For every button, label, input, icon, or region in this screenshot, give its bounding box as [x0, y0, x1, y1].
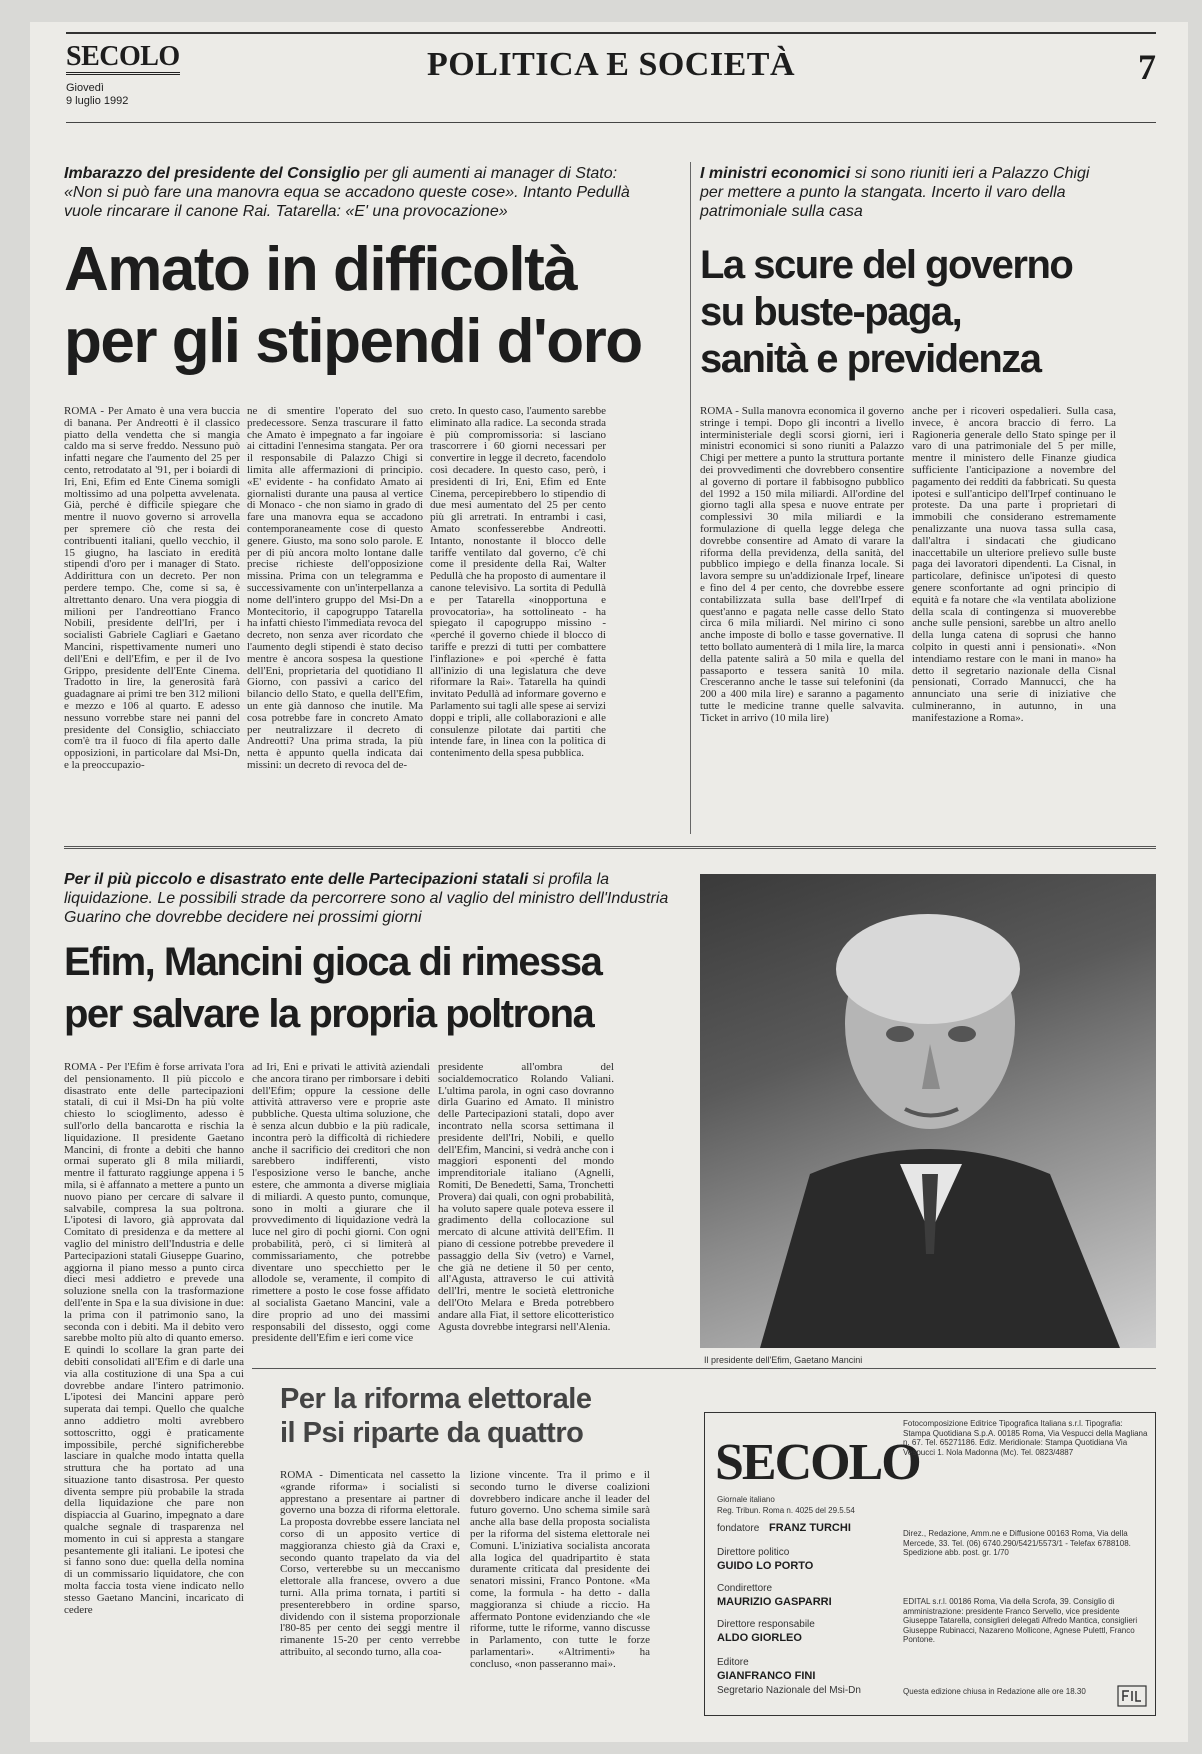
- article4-headline-line2: il Psi riparte da quattro: [280, 1417, 584, 1449]
- article1-headline-line2: per gli stipendi d'oro: [64, 307, 642, 376]
- article1-col1: ROMA - Per Amato è una vera buccia di banana. Per Andreotti è il classico piatto della vendetta che si mangia caldo ma si serve freddo. Nessuno può infatti negare che l'aumento del 25 per cento, retrodatato al '91, per i boiardi di Iri, Eni, Efim ed Ente Cinema somigli moltissimo ad una polpetta avvelenata. Già, perché è difficile spiegare che mentre il nuovo governo si arrovella per spremere ciò che resta dei contribuenti italiani, quello vecchio, il 15 giugno, ha lasciato in eredità stipendi d'oro per i manager di Stato. Addirittura con un decreto. Per non perdere tempo. Che, come si sa, è altrettanto denaro. Una vera pioggia di milioni per l'andreottiano Franco Nobili, presidente dell'Iri, per i socialisti Gabriele Cagliari e Gaetano Mancini, rispettivamente numeri uno dell'Eni e dell'Efim, e per il de Ivo Grippo, presidente dell'Ente Cinema. Tradotto in lire, la generosità farà guadagnare ai primi tre ben 312 milioni e mezzo e 106 al quarto. E adesso nessuno vorrebbe stare nei panni del presidente del Consiglio, schiacciato com'è tra il fuoco di fila aperto dalle opposizioni, in particolare dal Msi-Dn, e la preoccupazio-: [64, 406, 240, 771]
- article3-col1: ROMA - Per l'Efim è forse arrivata l'ora del pensionamento. Il più piccolo e disastrato ente delle partecipazioni statali, di cui il Msi-Dn ha più volte chiesto lo scioglimento, adesso è sull'orlo della bancarotta e rischia la liquidazione. Il presidente Gaetano Mancini, di fronte a debiti che hanno ormai superato gli 8 mila miliardi, mentre il fatturato raggiunge appena i 5 mila, si è affannato a mettere a punto un nuovo piano per cercare di salvare il salvabile, compresa la sua poltrona. L'ipotesi di lavoro, già approvata dal Comitato di presidenza e da mettere al vaglio del ministro dell'Industria e delle Partecipazioni statali Giuseppe Guarino, aggiorna il piano messo a punto circa dieci mesi addietro e prevede una soluzione snella con la trasformazione dell'ente in Spa e la sua divisione in due: la prima con il patrimonio sano, la seconda con i debiti. Ma il debito vero sarebbe molto più alto di quanto emerso. E quindi lo scollare la gran parte dei debiti consolidati all'Efim e di darle una via alla costituzione di una Spa a cui dovrebbe andare l'intero patrimonio. L'ipotesi dei Mancini appare però superata dai tempi. Quello che qualche anno addietro molti avrebbero sottoscritto, oggi è praticamente impossibile, perché significherebbe lasciare in qualche modo intatta quella struttura che ha portato ad una situazione tanto disastrosa. Per questo diventa sempre più probabile la strada della liquidazione che pare non dispiaccia al Guarino, impegnato a dare qualche segnale di trasparenza nel momento in cui si appresta a stangare pesantemente gli italiani. Le ipotesi che si fanno sono due: quella della nomina di un commissario liquidatore, che con molta faccia tosta viene indicato nello stesso Gaetano Mancini, incaricato di cedere: [64, 1062, 244, 1616]
- imprint-box: [704, 1412, 1156, 1716]
- article3-col2: ad Iri, Eni e privati le attività aziendali che ancora tirano per rimborsare i debiti dell'Efim; oppure la cessione delle attività attraverso vere e proprie aste pubbliche. Questa ultima soluzione, che è senza alcun dubbio e la più radicale, incontra però la difficoltà di richiedere anche il sacrificio dei creditori che non sarebbero indifferenti, visto l'esposizione verso le banche, anche estere, che ammonta a diverse migliaia di miliardi. A questo punto, comunque, sono in molti a giurare che il provvedimento di liquidazione vedrà la luce nel giro di pochi giorni. Con ogni probabilità, però, ci si limiterà al commissariamento, che potrebbe diventare uno specchietto per le allodole se, veramente, il compito di rimettere a posto le cose fosse affidato al socialista Gaetano Mancini, vale a dire proprio ad uno dei massimi responsabili del dissesto, oggi come presidente dell'Efim e ieri come vice: [252, 1062, 430, 1345]
- fieg-logo-icon: [1117, 1685, 1147, 1707]
- article3-kicker: Per il più piccolo e disastrato ente delle Partecipazioni statali si profila la liquidazione. Le possibili strade da percorrere sono al vaglio del ministro dell'Industria Guarino che dovrebbe decidere nei prossimi giorni: [64, 871, 669, 926]
- article1-headline: [64, 234, 684, 378]
- photo-mancini: [700, 874, 1156, 1348]
- imprint-editor-label: Editore: [717, 1657, 749, 1668]
- top-rule: [66, 122, 1156, 123]
- article2-col2: anche per i ricoveri ospedalieri. Sulla casa, invece, è ancora braccio di ferro. La Ragioneria generale dello Stato spinge per il varo di una patrimoniale del 5 per mille, mentre il ministero delle Finanze giudica sufficiente l'anticipazione a novembre del pagamento dei redditi da fabbricati. Su questa ipotesi e sull'anticipo dell'Irpef continuano le proteste. Da una parte i proprietari di immobili che considerano estremamente penalizzante una nuova tassa sulla casa, dall'altra i sindacati che giudicano inaccettabile un ulteriore prelievo sulle buste paga dei lavoratori dipendenti. La Cisnal, in particolare, definisce un'ipotesi di questo genere sconfortante ad ogni principio di equità e fa notare che «la ventilata abolizione della scala di contingenza si muoverebbe anche sulle pensioni, sarebbe un altro anello della lunga catena di soprusi che hanno colpito in questi anni i pensionati». «Non intendiamo restare con le mani in mano» ha detto il segretario nazionale della Cisnal pensionati, Corrado Mannucci, che ha annunciato una serie di iniziative che culmineranno, in autunno, in una manifestazione a Roma».: [912, 406, 1116, 724]
- imprint-founder-label: fondatore: [717, 1523, 760, 1534]
- article1-kicker: Imbarazzo del presidente del Consiglio per gli aumenti ai manager di Stato: «Non si può fare una manovra equa se accadono queste cose». Intanto Pedullà vuole rincarare il canone Rai. Tatarella: «E' una provocazione»: [64, 165, 630, 220]
- imprint-subtitle: Giornale italiano: [717, 1495, 775, 1504]
- imprint-closing: Questa edizione chiusa in Redazione alle ore 18.30: [903, 1687, 1086, 1696]
- imprint-editor: GIANFRANCO FINI: [717, 1670, 816, 1682]
- imprint-logo: SECOLO: [715, 1434, 920, 1491]
- masthead-date-value: 9 luglio 1992: [66, 95, 129, 107]
- portrait-illustration: [700, 874, 1156, 1348]
- imprint-small-1: Fotocomposizione Editrice Tipografica Italiana s.r.l. Tipografia: Stampa Quotidiana S.p.A. 00185 Roma, Via Vespucci della Magliana n. 67. Tel. 65271186. Ediz. Meridionale: Stampa Quotidiana Via Vespucci 1. Nola Madonna (Mc). Tel. 0823/4887: [903, 1419, 1148, 1457]
- article3-col3: presidente all'ombra del socialdemocratico Rolando Valiani. L'ultima parola, in ogni caso dovranno dirla Guarino ed Amato. Il ministro delle Partecipazioni statali, dopo aver incontrato nella scorsa settimana il presidente dell'Iri, Nobili, e quello dell'Efim, Mancini, si vedrà anche con i maggiori esponenti del mondo imprenditoriale italiano (Agnelli, Romiti, De Benedetti, Sama, Tronchetti Provera) dai quali, con ogni probabilità, ha voluto sapere quale poteva essere il gradimento della collocazione sul mercato di alcune attività dell'Efim. Il piano di cessione potrebbe prevedere il passaggio della Siv (vetro) e Varnel, che già ne detiene il 50 per cento, all'Agusta, attraverso le cui attività dell'Iri, mentre le società elettroniche dell'Oto Melara e Breda potrebbero andare alla Fiat, il settore elicotteristico Agusta dovrebbe integrarsi nell'Alenia.: [438, 1062, 614, 1333]
- article1-headline-line1: Amato in difficoltà: [64, 235, 577, 304]
- imprint-resp: ALDO GIORLEO: [717, 1632, 802, 1644]
- imprint-founder: FRANZ TURCHI: [769, 1522, 851, 1534]
- article4-col2: lizione vincente. Tra il primo e il secondo turno le diverse coalizioni dovrebbero indicare anche il leader del futuro governo. Uno schema simile sarà anche alla base della proposta socialista per la riforma del sistema elettorale nei Comuni. L'iniziativa socialista ancorata alla logica del quadripartito è stata duramente criticata dal presidente dei senatori missini, Franco Pontone. «Ma come, la formula - ha detto - dalla maggioranza si chiude a riccio. Ha affermato Pontone evidenziando che «le riforme, tutte le riforme, vanno discusse in Parlamento, con tutte le forze parlamentari». «Altrimenti» ha concluso, «non passeranno mai».: [470, 1470, 650, 1670]
- masthead-day: Giovedì: [66, 82, 104, 94]
- photo-caption: Il presidente dell'Efim, Gaetano Mancini: [704, 1355, 863, 1365]
- imprint-resp-label: Direttore responsabile: [717, 1619, 815, 1630]
- imprint-small-3: EDITAL s.r.l. 00186 Roma, Via della Scrofa, 39. Consiglio di amministrazione: presidente Franco Servello, vice presidente Giuseppe Tatarella, consiglieri delegati Alfredo Mantica, consiglieri Giuseppe Rubinacci, Nazareno Mollicone, Agnese Pulettl, Franco Pontone.: [903, 1597, 1138, 1644]
- masthead-date: [66, 82, 128, 108]
- section-title: POLITICA E SOCIETÀ: [427, 46, 795, 83]
- imprint-codirector: MAURIZIO GASPARRI: [717, 1596, 832, 1608]
- bottom-rule: [252, 1368, 1156, 1369]
- imprint-small-2: Direz., Redazione, Amm.ne e Diffusione 00163 Roma, Via della Mercede, 33. Tel. (06) 6740.290/5421/5573/1 - Telefax 6788108. Spedizione abb. post. gr. 1/70: [903, 1529, 1131, 1557]
- article2-headline-line1: La scure del governo: [700, 243, 1073, 287]
- article3-headline-line1: Efim, Mancini gioca di rimessa: [64, 940, 602, 984]
- article2-headline-line2: su buste-paga,: [700, 290, 962, 334]
- imprint-registration: Reg. Tribun. Roma n. 4025 del 29.5.54: [717, 1506, 855, 1515]
- article2-headline: [700, 242, 1170, 383]
- article2-headline-line3: sanità e previdenza: [700, 337, 1041, 381]
- imprint-editor-role: Segretario Nazionale del Msi-Dn: [717, 1685, 861, 1696]
- masthead-logo: SECOLO: [66, 42, 180, 75]
- article1-col3: creto. In questo caso, l'aumento sarebbe eliminato alla radice. La seconda strada è più compromissoria: si lasciano trascorrere i 60 giorni necessari per convertire in legge il decreto, facendolo così decadere. In questo caso, però, i presidenti di Iri, Eni, Efim ed Ente Cinema, percepirebbero lo stipendio di due mesi aumentato del 25 per cento più gli arretrati. In entrambi i casi, Amato sconfesserebbe Andreotti. Intanto, nonostante il blocco delle tariffe ventilato dal governo, c'è chi come il presidente della Rai, Walter Pedullà che ha proposto di aumentare il canone televisivo. La sortita di Pedullà e per Tatarella «inopportuna e provocatoria», ha sottolineato - ha spiegato il capogruppo missino - «perché il governo chiede il blocco di tariffe e prezzi di tutti per combattere l'inflazione» e poi «perché è fatta all'inizio di una legislatura che deve riformare la Rai». Tatarella ha quindi invitato Pedullà ad informare governo e Parlamento sui tagli alle spese ai servizi doppi e tripli, alle collaborazioni e alle consulenze pilotate dai partiti che intende fare, in linea con la politica di contenimento della spesa pubblica.: [430, 406, 606, 760]
- middle-rule: [64, 846, 1156, 849]
- newspaper-page: [30, 22, 1188, 1742]
- imprint-codirector-label: Condirettore: [717, 1583, 773, 1594]
- article3-headline-line2: per salvare la propria poltrona: [64, 992, 594, 1036]
- article4-headline: [280, 1382, 700, 1450]
- page-number: 7: [1138, 47, 1156, 87]
- article4-headline-line1: Per la riforma elettorale: [280, 1383, 592, 1415]
- article1-col2: ne di smentire l'operato del suo predecessore. Senza trascurare il fatto che Amato è impegnato a far ingoiare ai cittadini l'ennesima stangata. Per ora il responsabile di Palazzo Chigi si limita alle affermazioni di principio. «E' evidente - ha confidato Amato ai giornalisti durante una pausa al vertice di Monaco - che non siamo in grado di fare una manovra equa se accadono contemporaneamente cose di questo genere. Giusto, ma sono solo parole. E per di più ancora molto lontane dalle precise richieste dell'opposizione missina. Prima con un telegramma e successivamente con un'interpellanza a nome dell'intero gruppo del Msi-Dn a Montecitorio, il capogruppo Tatarella ha infatti chiesto l'immediata revoca del decreto, non senza aver ricordato che l'aumento degli stipendi è stato deciso mentre è ancora sospesa la questione dell'Eni, proprietaria del quotidiano Il Giorno, con passivi a carico del bilancio dello Stato, e quella dell'Efim, un ente già dannoso che inutile. Ma cosa potrebbe fare in concreto Amato per neutralizzare il decreto di Andreotti? Una prima strada, la più netta è appunto quella indicata dai missini: un decreto di revoca del de-: [247, 406, 423, 771]
- article3-headline: [64, 936, 704, 1040]
- column-divider: [690, 162, 691, 834]
- imprint-director: GUIDO LO PORTO: [717, 1560, 814, 1572]
- masthead: [66, 32, 1156, 114]
- article4-col1: ROMA - Dimenticata nel cassetto la «grande riforma» i socialisti si apprestano a presentare ai partner di governo una bozza di riforma elettorale. La proposta dovrebbe essere lanciata nel corso di un apposito vertice di maggioranza chiesto già da Craxi e, secondo quanto trapelato da via del Corso, verterebbe su un meccanismo elettorale alla francese, ovvero a due turni. Alla prima tornata, i partiti si presenterebbero in ordine sparso, dividendo con il sistema proporzionale l'80-85 per cento dei seggi mentre il rimanente 15-20 per cento verrebbe attribuito, al secondo turno, alla coa-: [280, 1470, 460, 1658]
- imprint-director-label: Direttore politico: [717, 1547, 790, 1558]
- article2-col1: ROMA - Sulla manovra economica il governo stringe i tempi. Dopo gli incontri a livello interministeriale degli scorsi giorni, ieri i ministri economici si sono riuniti a Palazzo Chigi per mettere a punto la struttura portante dei provvedimenti che dovrebbero consentire al governo di portare il fabbisogno pubblico del 1992 a 150 mila miliardi. All'ordine del giorno tagli alla spesa e nuove entrate per complessivi 30 mila miliardi e la formulazione di quella legge delega che dovrebbe consentire ad Amato di varare la riforma della previdenza, della sanità, del pubblico impiego e della finanza locale. Si lavora sempre su un'addizionale Irpef, lineare e fino del 4 per cento, che dovrebbe essere contabilizzata sulla base dell'Irpef di quest'anno e pagata nelle casse dello Stato circa 6 mila miliardi. Nel mirino ci sono anche imposte di bollo e tasse governative. Il tetto bollato aumenterà di 1 mila lire, la marca della patente salirà a 50 mila e quella del passaporto e tessera sanità 10 mila. Cresceranno anche le tasse sui telefonini (da 200 a 400 mila lire) e saranno a pagamento tutte le medicine tranne quelle salvavita. Ticket in arrivo (10 mila lire): [700, 406, 904, 724]
- article2-kicker: I ministri economici si sono riuniti ieri a Palazzo Chigi per mettere a punto la stangata. Incerto il varo della patrimoniale sulla casa: [700, 165, 1090, 220]
